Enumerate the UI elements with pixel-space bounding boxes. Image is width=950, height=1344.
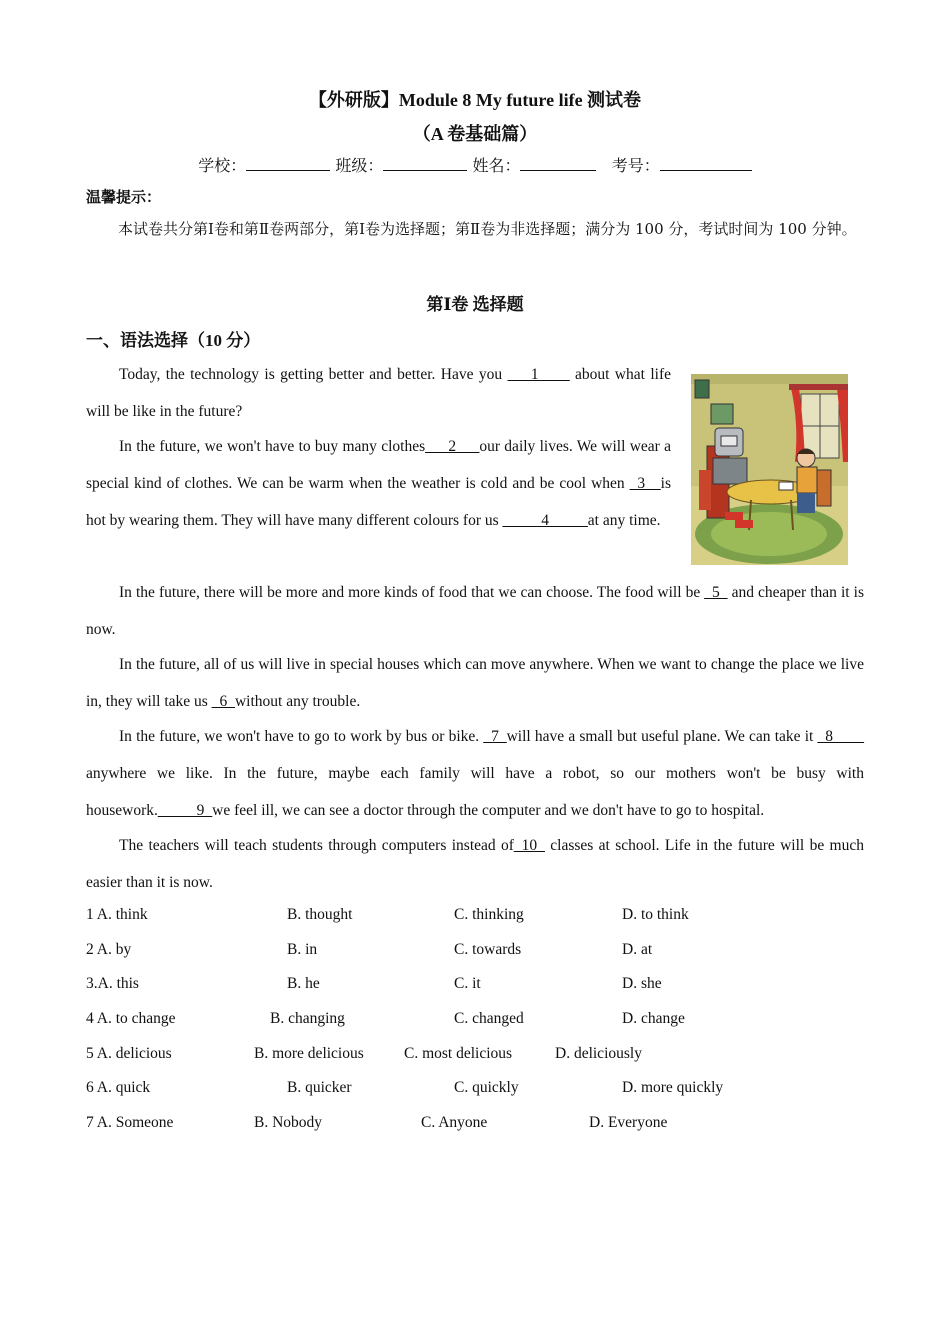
class-label: 班级： — [335, 156, 384, 175]
blank-2: ___2___ — [425, 438, 480, 455]
option-6a: 6 A. quick — [86, 1079, 151, 1096]
option-1d: D. to think — [622, 906, 689, 923]
blank-9: _____9_ — [157, 802, 213, 819]
future-room-illustration — [691, 374, 848, 565]
class-blank — [383, 156, 467, 171]
option-3c: C. it — [454, 975, 481, 992]
option-7d: D. Everyone — [589, 1114, 668, 1131]
option-4d: D. change — [622, 1010, 685, 1027]
option-5d: D. deliciously — [555, 1045, 642, 1062]
tips-heading: 温馨提示： — [86, 188, 162, 206]
blank-1: ___1____ — [507, 366, 570, 383]
option-6d: D. more quickly — [622, 1079, 724, 1096]
school-blank — [246, 156, 330, 171]
option-7c: C. Anyone — [421, 1114, 488, 1131]
name-label: 姓名： — [472, 156, 521, 175]
blank-3: _3__ — [629, 475, 661, 492]
student-info-line — [0, 153, 950, 176]
option-2b: B. in — [287, 941, 318, 958]
option-2d: D. at — [622, 941, 653, 958]
option-7a: 7 A. Someone — [86, 1114, 174, 1131]
option-3d: D. she — [622, 975, 662, 992]
exam-no-label: 考号： — [611, 156, 660, 175]
name-blank — [520, 156, 596, 171]
part-title: 一、语法选择（10 分） — [86, 331, 261, 350]
school-label: 学校： — [198, 156, 247, 175]
option-3b: B. he — [287, 975, 320, 992]
passage-paragraph-6: The teachers will teach students through computers instead of_10_ classes at school. Life in the future will be much easier than it is now. — [86, 837, 864, 891]
passage-paragraph-5: In the future, we won't have to go to work by bus or bike. _7_will have a small but useful plane. We can take it _8____ anywhere we like. In the future, maybe each family will have a robot, so our mothers won't be busy with housework._____9_we feel ill, we can see a doctor through the computer and we don't have to go to hospital. — [86, 728, 864, 819]
option-2a: 2 A. by — [86, 941, 132, 958]
option-1c: C. thinking — [454, 906, 524, 923]
exam-no-blank — [660, 156, 752, 171]
passage-paragraph-3: In the future, there will be more and more kinds of food that we can choose. The food will be _5_ and cheaper than it is now. — [86, 584, 864, 638]
option-3a: 3.A. this — [86, 975, 139, 992]
blank-4: _____4_____ — [502, 512, 588, 529]
option-5b: B. more delicious — [254, 1045, 364, 1062]
option-6b: B. quicker — [287, 1079, 352, 1096]
passage-paragraph-1: Today, the technology is getting better and better. Have you ___1____ about what life will be like in the future? — [86, 366, 671, 420]
passage-paragraph-2: In the future, we won't have to buy many clothes___2___our daily lives. We will wear a special kind of clothes. We can be warm when the weather is cold and be cool when _3__is hot by wearing them. They will have many different colours for us _____4_____at any time. — [86, 438, 671, 529]
passage-paragraph-4: In the future, all of us will live in special houses which can move anywhere. When we want to change the place we live in, they will take us _6_without any trouble. — [86, 656, 864, 710]
blank-5: _5_ — [704, 584, 728, 601]
option-2c: C. towards — [454, 941, 522, 958]
tips-body: 本试卷共分第Ⅰ卷和第Ⅱ卷两部分，第Ⅰ卷为选择题；第Ⅱ卷为非选择题；满分为 100 分，考试时间为 100 分钟。 — [118, 220, 857, 238]
blank-8: _8____ — [817, 728, 864, 745]
option-7b: B. Nobody — [254, 1114, 323, 1131]
blank-10: _10_ — [513, 837, 545, 854]
option-4c: C. changed — [454, 1010, 524, 1027]
blank-7: _7_ — [483, 728, 507, 745]
option-5c: C. most delicious — [404, 1045, 513, 1062]
option-5a: 5 A. delicious — [86, 1045, 172, 1062]
option-4b: B. changing — [270, 1010, 345, 1027]
page-title: 【外研版】Module 8 My future life 测试卷 — [308, 90, 642, 110]
option-6c: C. quickly — [454, 1079, 519, 1096]
option-4a: 4 A. to change — [86, 1010, 176, 1027]
section-title: 第Ⅰ卷 选择题 — [426, 295, 524, 314]
page-subtitle: （A 卷基础篇） — [412, 124, 538, 144]
option-1a: 1 A. think — [86, 906, 148, 923]
blank-6: _6_ — [211, 693, 235, 710]
option-1b: B. thought — [287, 906, 353, 923]
